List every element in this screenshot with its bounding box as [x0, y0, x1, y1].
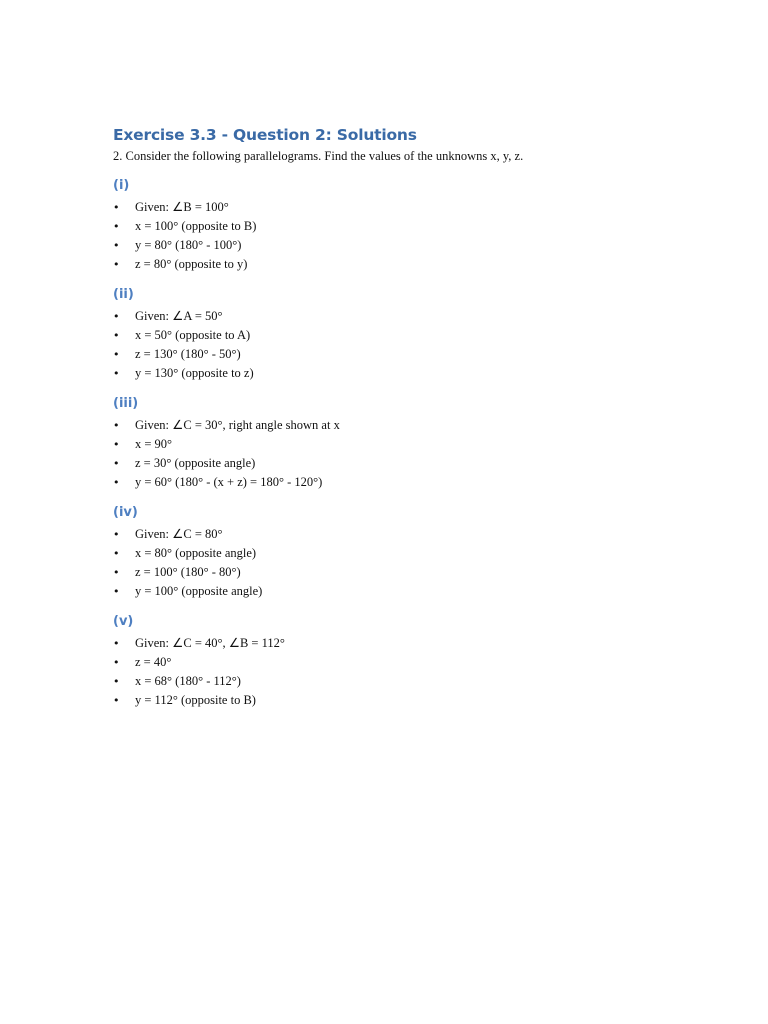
bullet-icon: • — [113, 239, 120, 252]
bullet-icon: • — [113, 585, 120, 598]
bullet-icon: • — [113, 457, 120, 470]
list-item-text: x = 100° (opposite to B) — [135, 219, 257, 233]
bullet-icon: • — [113, 547, 120, 560]
list-item — [113, 634, 673, 653]
list-item-text: Given: ∠A = 50° — [135, 309, 223, 323]
bullet-icon: • — [113, 656, 120, 669]
list-item — [113, 582, 673, 601]
list-item-text: Given: ∠C = 80° — [135, 527, 223, 541]
bullet-icon: • — [113, 367, 120, 380]
bullet-icon: • — [113, 528, 120, 541]
bullet-icon: • — [113, 258, 120, 271]
list-item-text: y = 80° (180° - 100°) — [135, 238, 242, 252]
list-item — [113, 473, 673, 492]
list-item-text: x = 68° (180° - 112°) — [135, 674, 241, 688]
document-body — [113, 124, 673, 710]
bullet-icon: • — [113, 637, 120, 650]
list-item — [113, 653, 673, 672]
section-iii — [113, 394, 673, 492]
list-item — [113, 416, 673, 435]
list-item — [113, 236, 673, 255]
section-ii — [113, 285, 673, 383]
bullet-icon: • — [113, 201, 120, 214]
bullet-list — [113, 416, 673, 492]
section-heading: (ii) — [113, 287, 134, 302]
list-item — [113, 691, 673, 710]
bullet-list — [113, 198, 673, 274]
document-title: Exercise 3.3 - Question 2: Solutions — [113, 126, 417, 144]
list-item-text: z = 80° (opposite to y) — [135, 257, 248, 271]
list-item — [113, 345, 673, 364]
list-item-text: Given: ∠C = 40°, ∠B = 112° — [135, 636, 285, 650]
section-iv — [113, 503, 673, 601]
list-item-text: z = 40° — [135, 655, 172, 669]
question-text: 2. Consider the following parallelograms. Find the values of the unknowns x, y, z. — [113, 149, 524, 163]
list-item-text: z = 130° (180° - 50°) — [135, 347, 241, 361]
list-item — [113, 198, 673, 217]
list-item-text: y = 112° (opposite to B) — [135, 693, 256, 707]
section-heading: (iv) — [113, 505, 138, 520]
list-item — [113, 525, 673, 544]
list-item-text: Given: ∠C = 30°, right angle shown at x — [135, 418, 340, 432]
bullet-icon: • — [113, 220, 120, 233]
bullet-list — [113, 525, 673, 601]
list-item-text: z = 30° (opposite angle) — [135, 456, 256, 470]
list-item — [113, 307, 673, 326]
bullet-icon: • — [113, 438, 120, 451]
section-i — [113, 176, 673, 274]
bullet-icon: • — [113, 476, 120, 489]
bullet-icon: • — [113, 566, 120, 579]
bullet-icon: • — [113, 419, 120, 432]
bullet-list — [113, 307, 673, 383]
bullet-icon: • — [113, 310, 120, 323]
section-heading: (i) — [113, 178, 130, 193]
bullet-icon: • — [113, 348, 120, 361]
list-item-text: y = 100° (opposite angle) — [135, 584, 263, 598]
list-item-text: x = 80° (opposite angle) — [135, 546, 257, 560]
list-item — [113, 435, 673, 454]
list-item-text: x = 90° — [135, 437, 173, 451]
bullet-icon: • — [113, 329, 120, 342]
list-item — [113, 672, 673, 691]
list-item — [113, 544, 673, 563]
section-heading: (iii) — [113, 396, 139, 411]
bullet-icon: • — [113, 675, 120, 688]
list-item — [113, 563, 673, 582]
list-item — [113, 255, 673, 274]
list-item — [113, 454, 673, 473]
list-item — [113, 326, 673, 345]
bullet-list — [113, 634, 673, 710]
list-item — [113, 217, 673, 236]
section-heading: (v) — [113, 614, 134, 629]
list-item-text: y = 60° (180° - (x + z) = 180° - 120°) — [135, 475, 323, 489]
list-item-text: y = 130° (opposite to z) — [135, 366, 254, 380]
bullet-icon: • — [113, 694, 120, 707]
list-item — [113, 364, 673, 383]
list-item-text: z = 100° (180° - 80°) — [135, 565, 241, 579]
list-item-text: x = 50° (opposite to A) — [135, 328, 251, 342]
section-v — [113, 612, 673, 710]
list-item-text: Given: ∠B = 100° — [135, 200, 229, 214]
